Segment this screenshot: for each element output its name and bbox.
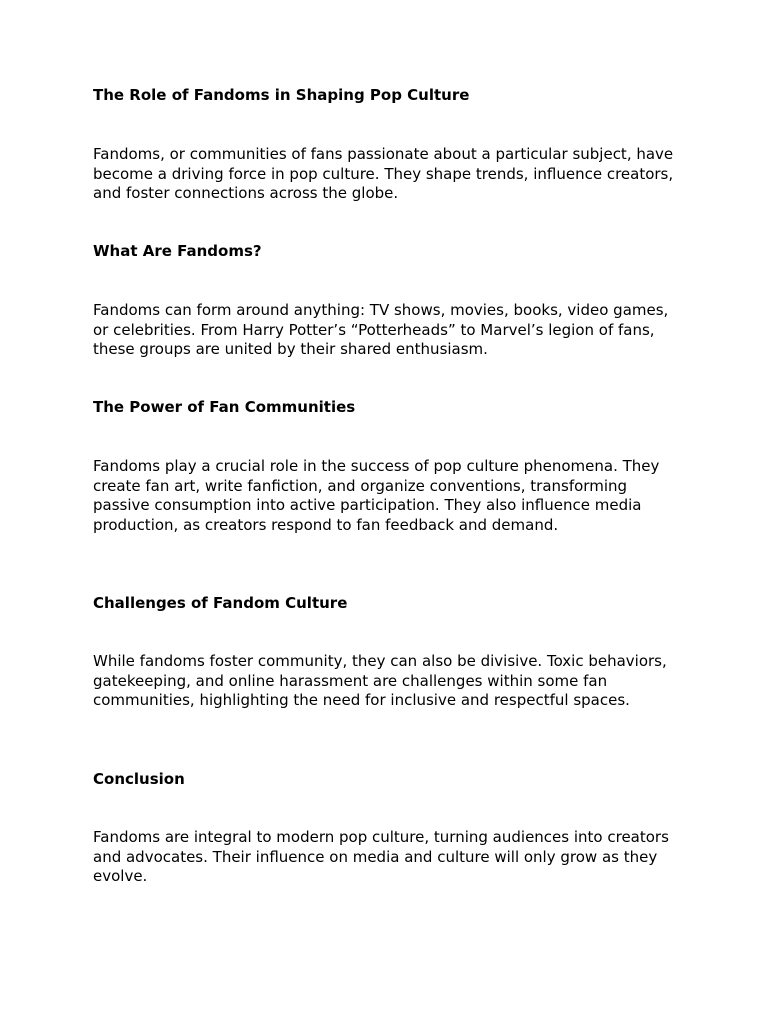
section-heading-challenges: Challenges of Fandom Culture xyxy=(93,594,348,612)
document-title: The Role of Fandoms in Shaping Pop Culture xyxy=(93,86,470,104)
section-heading-conclusion: Conclusion xyxy=(93,770,185,788)
section-body-conclusion: Fandoms are integral to modern pop culture, turning audiences into creators and advocates. Their influence on media and culture will only grow as they evolve. xyxy=(93,828,669,885)
section-heading-power-of-fan-communities: The Power of Fan Communities xyxy=(93,398,356,416)
intro-paragraph: Fandoms, or communities of fans passionate about a particular subject, have become a driving force in pop culture. They shape trends, influence creators, and foster connections across the globe. xyxy=(93,145,674,202)
section-body-power-of-fan-communities: Fandoms play a crucial role in the success of pop culture phenomena. They create fan art, write fanfiction, and organize conventions, transforming passive consumption into active participation. They also influence media production, as creators respond to fan feedback and demand. xyxy=(93,457,660,534)
section-body-challenges: While fandoms foster community, they can also be divisive. Toxic behaviors, gatekeeping, and online harassment are challenges within some fan communities, highlighting the need for inclusive and respectful spaces. xyxy=(93,652,667,709)
section-body-what-are-fandoms: Fandoms can form around anything: TV shows, movies, books, video games, or celebrities. From Harry Potter’s “Potterheads” to Marvel’s legion of fans, these groups are united by their shared enthusiasm. xyxy=(93,301,669,358)
section-heading-what-are-fandoms: What Are Fandoms? xyxy=(93,242,262,260)
